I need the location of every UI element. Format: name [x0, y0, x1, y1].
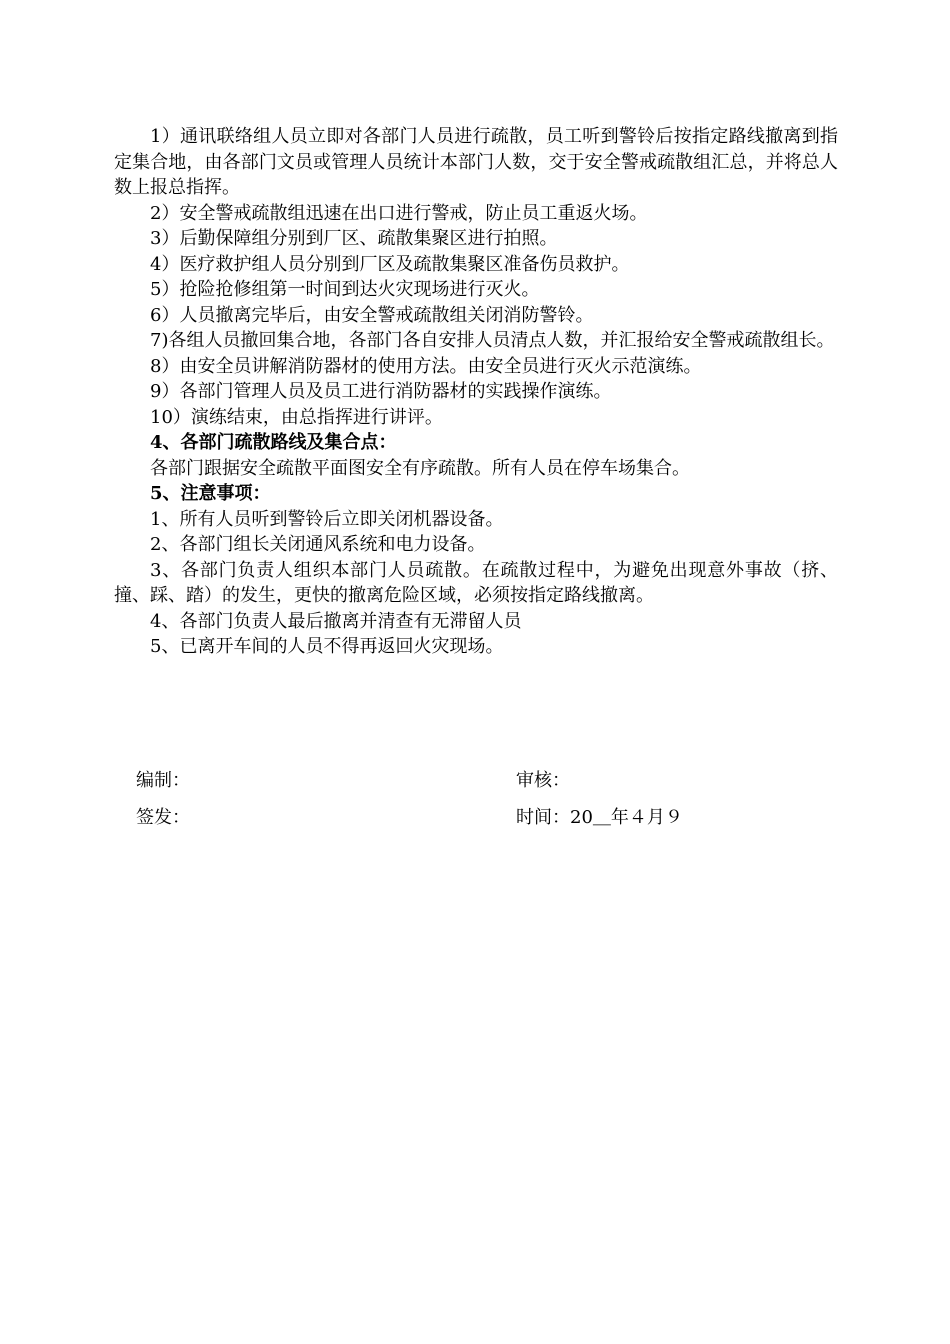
note-1: 1、所有人员听到警铃后立即关闭机器设备。	[150, 508, 504, 530]
prepared-by-label: 编制：	[136, 770, 190, 791]
procedure-step-4: 4）医疗救护组人员分别到厂区及疏散集聚区准备伤员救护。	[150, 253, 630, 275]
procedure-step-1: 1）通讯联络组人员立即对各部门人员进行疏散，员工听到警铃后按指定路线撤离到指定集合地，由各部门文员或管理人员统计本部门人数，交于安全警戒疏散组汇总，并将总人数上报总指挥。	[114, 126, 838, 198]
note-5: 5、已离开车间的人员不得再返回火灾现场。	[150, 636, 504, 657]
document-body	[114, 124, 838, 660]
section-5-heading: 5、注意事项：	[150, 483, 271, 504]
note-2: 2、各部门组长关闭通风系统和电力设备。	[150, 534, 486, 555]
section-4-heading: 4、各部门疏散路线及集合点：	[150, 432, 397, 453]
procedure-step-7: 7)各组人员撤回集合地，各部门各自安排人员清点人数，并汇报给安全警戒疏散组长。	[150, 330, 835, 351]
date-label: 时间：20＿年４月９	[516, 807, 683, 828]
issued-by-label: 签发：	[136, 807, 190, 828]
procedure-step-9: 9）各部门管理人员及员工进行消防器材的实践操作演练。	[150, 381, 612, 402]
procedure-step-10: 10）演练结束，由总指挥进行讲评。	[150, 406, 443, 428]
procedure-step-3: 3）后勤保障组分别到厂区、疏散集聚区进行拍照。	[150, 228, 558, 249]
procedure-step-8: 8）由安全员讲解消防器材的使用方法。由安全员进行灭火示范演练。	[150, 355, 702, 377]
reviewed-by-label: 审核：	[516, 770, 570, 791]
section-4-text: 各部门跟据安全疏散平面图安全有序疏散。所有人员在停车场集合。	[150, 457, 690, 479]
note-4: 4、各部门负责人最后撤离并清查有无滞留人员	[150, 610, 522, 632]
procedure-step-5: 5）抢险抢修组第一时间到达火灾现场进行灭火。	[150, 279, 540, 300]
procedure-step-6: 6）人员撤离完毕后，由安全警戒疏散组关闭消防警铃。	[150, 304, 594, 326]
procedure-step-2: 2）安全警戒疏散组迅速在出口进行警戒，防止员工重返火场。	[150, 202, 648, 224]
note-3: 3、各部门负责人组织本部门人员疏散。在疏散过程中，为避免出现意外事故（挤、撞、踩、踏）的发生，更快的撤离危险区域，必须按指定路线撤离。	[114, 559, 838, 606]
